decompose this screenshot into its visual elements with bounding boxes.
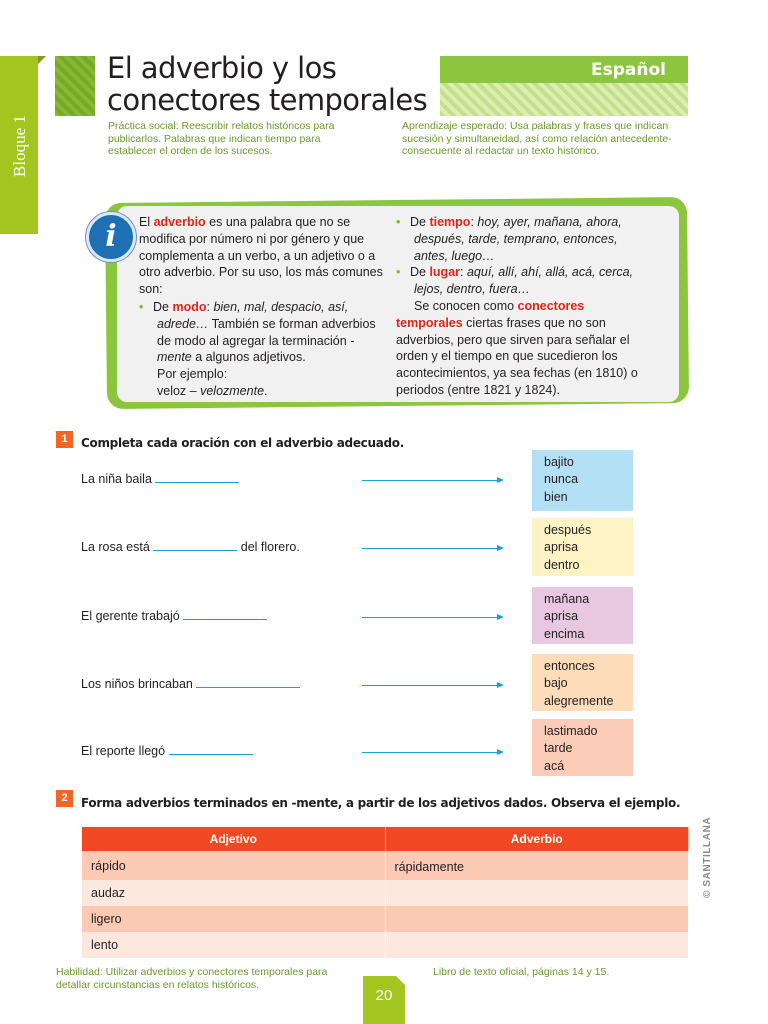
answer-blank[interactable] xyxy=(196,677,300,688)
publisher-logo: © SANTILLANA xyxy=(702,816,713,898)
option-item: bien xyxy=(544,489,568,504)
modo-bullet: • De modo: bien, mal, despacio, así, adrede… También se forman adverbios de modo al agregar la terminación -mente a algunos adjetivos. xyxy=(139,299,376,365)
adverb-cell[interactable] xyxy=(386,906,690,932)
option-item: lastimado xyxy=(544,724,598,738)
ejemplo-text: veloz – velozmente. xyxy=(157,383,268,398)
adverb-table xyxy=(82,827,689,958)
exercise-1-number: 1 xyxy=(56,431,73,448)
adverb-cell: rápidamente xyxy=(386,851,690,880)
option-item: después xyxy=(544,523,592,537)
column-header-adjetivo: Adjetivo xyxy=(82,827,386,851)
adjective-cell: ligero xyxy=(82,906,386,932)
column-header-adverbio: Adverbio xyxy=(386,827,690,851)
habilidad-note: Habilidad: Utilizar adverbios y conectores temporales para detallar circunstancias en relatos históricos. xyxy=(56,966,328,991)
arrow-connector xyxy=(362,480,502,481)
subject-bar xyxy=(440,56,688,83)
adjective-cell: rápido xyxy=(82,851,386,880)
exercise-1-sentence: El reporte llegó xyxy=(81,744,253,758)
option-item: aprisa xyxy=(544,540,579,555)
option-item: dentro xyxy=(544,557,580,572)
exercise-1-sentence: La rosa está del florero. xyxy=(81,540,300,554)
ejemplo-label: Por ejemplo: xyxy=(157,367,228,382)
table-row xyxy=(82,932,689,958)
page-number: 20 xyxy=(363,976,405,1024)
info-left-column xyxy=(139,214,387,400)
arrow-connector xyxy=(362,617,502,618)
exercise-1-sentence: La niña baila xyxy=(81,472,239,486)
adjective-cell: audaz xyxy=(82,880,386,906)
libro-note: Libro de texto oficial, páginas 14 y 15. xyxy=(433,966,610,978)
answer-blank[interactable] xyxy=(153,540,237,551)
subject-bar-pattern xyxy=(440,83,688,116)
answer-blank[interactable] xyxy=(155,472,239,483)
exercise-1-sentence: El gerente trabajó xyxy=(81,609,267,623)
practica-social: Práctica social: Reescribir relatos históricos para publicarlos. Palabras que indican tiempo para establecer el orden de los sucesos. xyxy=(108,120,335,157)
exercise-1-instruction: Completa cada oración con el adverbio adecuado. xyxy=(81,436,405,450)
options-box xyxy=(532,450,633,511)
exercise-2-number: 2 xyxy=(56,790,73,807)
arrow-connector xyxy=(362,752,502,753)
options-box xyxy=(532,654,633,711)
tiempo-bullet: • De tiempo: hoy, ayer, mañana, ahora, después, tarde, temprano, entonces, antes, luego… xyxy=(396,215,622,263)
options-box xyxy=(532,587,633,644)
aprendizaje-esperado: Aprendizaje esperado: Usa palabras y frases que indican sucesión y simultaneidad, así como relación antecedente-consecuente al redactar un texto histórico. xyxy=(402,120,672,157)
arrow-connector xyxy=(362,685,502,686)
exercise-1-sentence: Los niños brincaban xyxy=(81,677,300,691)
page-title xyxy=(107,52,437,116)
adverb-cell[interactable] xyxy=(386,880,690,906)
title-line-1: El adverbio y los xyxy=(107,51,337,85)
info-icon: i xyxy=(86,212,136,262)
adverb-cell[interactable] xyxy=(386,932,690,958)
option-item: entonces xyxy=(544,659,595,673)
subject-label: Español xyxy=(591,60,666,80)
info-right-column xyxy=(396,214,638,399)
table-row xyxy=(82,906,689,932)
option-item: encima xyxy=(544,626,585,641)
table-row xyxy=(82,851,689,880)
lugar-bullet: • De lugar: aquí, allí, ahí, allá, acá, cerca, lejos, dentro, fuera… xyxy=(396,265,634,297)
option-item: tarde xyxy=(544,741,573,756)
option-item: bajito xyxy=(544,455,574,469)
option-item: aprisa xyxy=(544,609,579,624)
title-line-2: conectores temporales xyxy=(107,83,428,117)
bloque-label: Bloque 1 xyxy=(10,115,29,177)
adjective-cell: lento xyxy=(82,932,386,958)
option-item: mañana xyxy=(544,592,590,606)
option-item: acá xyxy=(544,758,565,773)
bloque-tab xyxy=(0,56,38,234)
options-box xyxy=(532,719,633,776)
answer-blank[interactable] xyxy=(183,609,267,620)
option-item: bajo xyxy=(544,676,568,691)
option-item: nunca xyxy=(544,472,579,487)
arrow-connector xyxy=(362,548,502,549)
adverbio-definition: El adverbio es una palabra que no se modifica por número ni por género y que complementa a un verbo, a un adjetivo o a otro adverbio. Por su uso, los más comunes son: xyxy=(139,215,383,297)
table-header-row xyxy=(82,827,689,851)
option-item: alegremente xyxy=(544,693,614,708)
conectores-definition: Se conocen como conectores temporales ciertas frases que no son adverbios, pero que sirven para señalar el orden y el tiempo en que sucedieron los acontecimientos, ya sea fechas (en 1810) o periodos (entre 1821 y 1824). xyxy=(396,298,638,397)
options-box xyxy=(532,518,633,576)
exercise-2-instruction: Forma adverbios terminados en -mente, a partir de los adjetivos dados. Observa el ejemplo. xyxy=(81,796,681,810)
table-row xyxy=(82,880,689,906)
title-decoration xyxy=(55,56,95,116)
answer-blank[interactable] xyxy=(169,744,253,755)
